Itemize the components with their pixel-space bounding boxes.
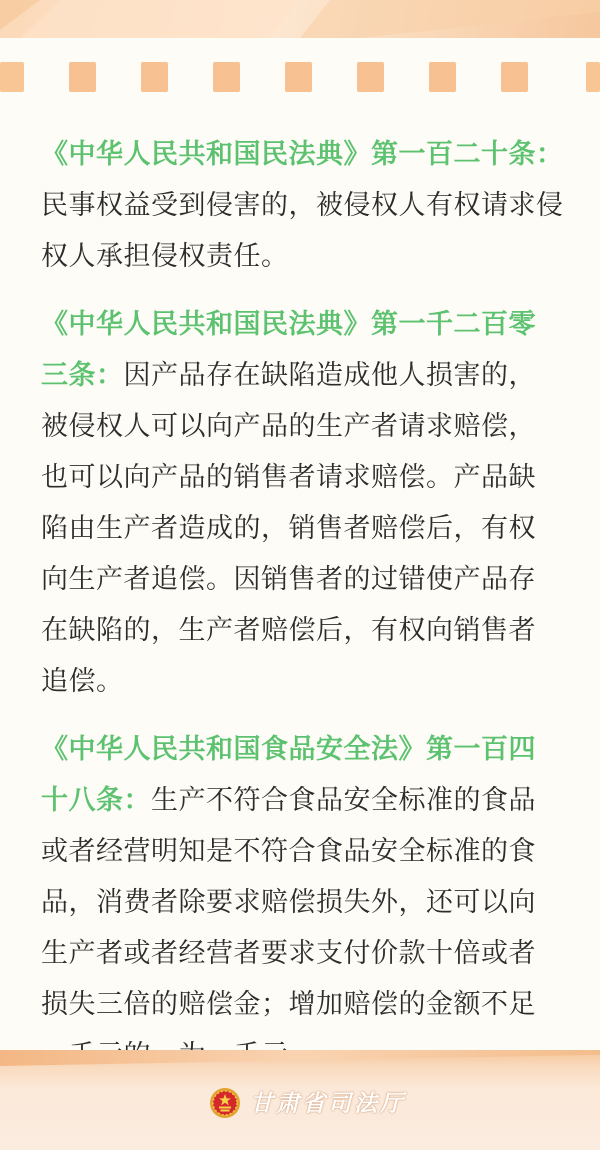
text-line <box>41 554 571 605</box>
tab-decoration <box>429 62 456 92</box>
text-line <box>41 180 571 231</box>
text-line <box>41 129 571 180</box>
tab-decoration <box>285 62 312 92</box>
top-decorative-band <box>0 0 600 38</box>
text-line <box>41 656 571 707</box>
article-citation: 《中华人民共和国食品安全法》第一百四 <box>41 734 536 765</box>
article-citation: 《中华人民共和国民法典》第一百二十条： <box>41 139 564 170</box>
text-line <box>41 605 571 656</box>
law-article <box>41 299 571 707</box>
article-text: 损失三倍的赔偿金；增加赔偿的金额不足 <box>41 989 536 1020</box>
text-line <box>41 928 571 979</box>
article-text: 权人承担侵权责任。 <box>41 241 289 272</box>
justice-emblem-icon <box>208 1086 242 1120</box>
article-text: 在缺陷的，生产者赔偿后，有权向销售者 <box>41 615 536 646</box>
text-line <box>41 877 571 928</box>
top-diagonal-stripes <box>0 0 600 38</box>
article-citation: 十八条： <box>41 785 151 816</box>
article-text: 向生产者追偿。因销售者的过错使产品存 <box>41 564 536 595</box>
article-text: 因产品存在缺陷造成他人损害的， <box>123 360 536 391</box>
article-text: 品，消费者除要求赔偿损失外，还可以向 <box>41 887 536 918</box>
law-articles <box>41 129 571 1081</box>
text-line <box>41 401 571 452</box>
footer-org-name: 甘肃省司法厅 <box>250 1090 406 1117</box>
article-text: 陷由生产者造成的，销售者赔偿后，有权 <box>41 513 536 544</box>
law-article <box>41 129 571 282</box>
article-text: 生产不符合食品安全标准的食品 <box>151 785 536 816</box>
text-line <box>41 775 571 826</box>
tab-strip-decoration <box>0 62 600 98</box>
article-text: 也可以向产品的销售者请求赔偿。产品缺 <box>41 462 536 493</box>
article-text: 民事权益受到侵害的，被侵权人有权请求侵 <box>41 190 564 221</box>
text-line <box>41 299 571 350</box>
text-line <box>41 350 571 401</box>
tab-decoration <box>213 62 240 92</box>
text-line <box>41 503 571 554</box>
tab-decoration <box>69 62 96 92</box>
tab-decoration <box>357 62 384 92</box>
article-citation: 三条： <box>41 360 124 391</box>
tab-decoration <box>586 62 600 92</box>
text-line <box>41 826 571 877</box>
tab-decoration <box>141 62 168 92</box>
article-text: 被侵权人可以向产品的生产者请求赔偿， <box>41 411 536 442</box>
text-line <box>41 724 571 775</box>
article-text: 生产者或者经营者要求支付价款十倍或者 <box>41 938 536 969</box>
article-citation: 《中华人民共和国民法典》第一千二百零 <box>41 309 536 340</box>
article-text: 追偿。 <box>41 666 124 697</box>
text-line <box>41 231 571 282</box>
law-article <box>41 724 571 1081</box>
text-line <box>41 452 571 503</box>
tab-decoration <box>501 62 528 92</box>
article-text: 或者经营明知是不符合食品安全标准的食 <box>41 836 536 867</box>
text-line <box>41 979 571 1030</box>
tab-decoration <box>0 62 24 92</box>
